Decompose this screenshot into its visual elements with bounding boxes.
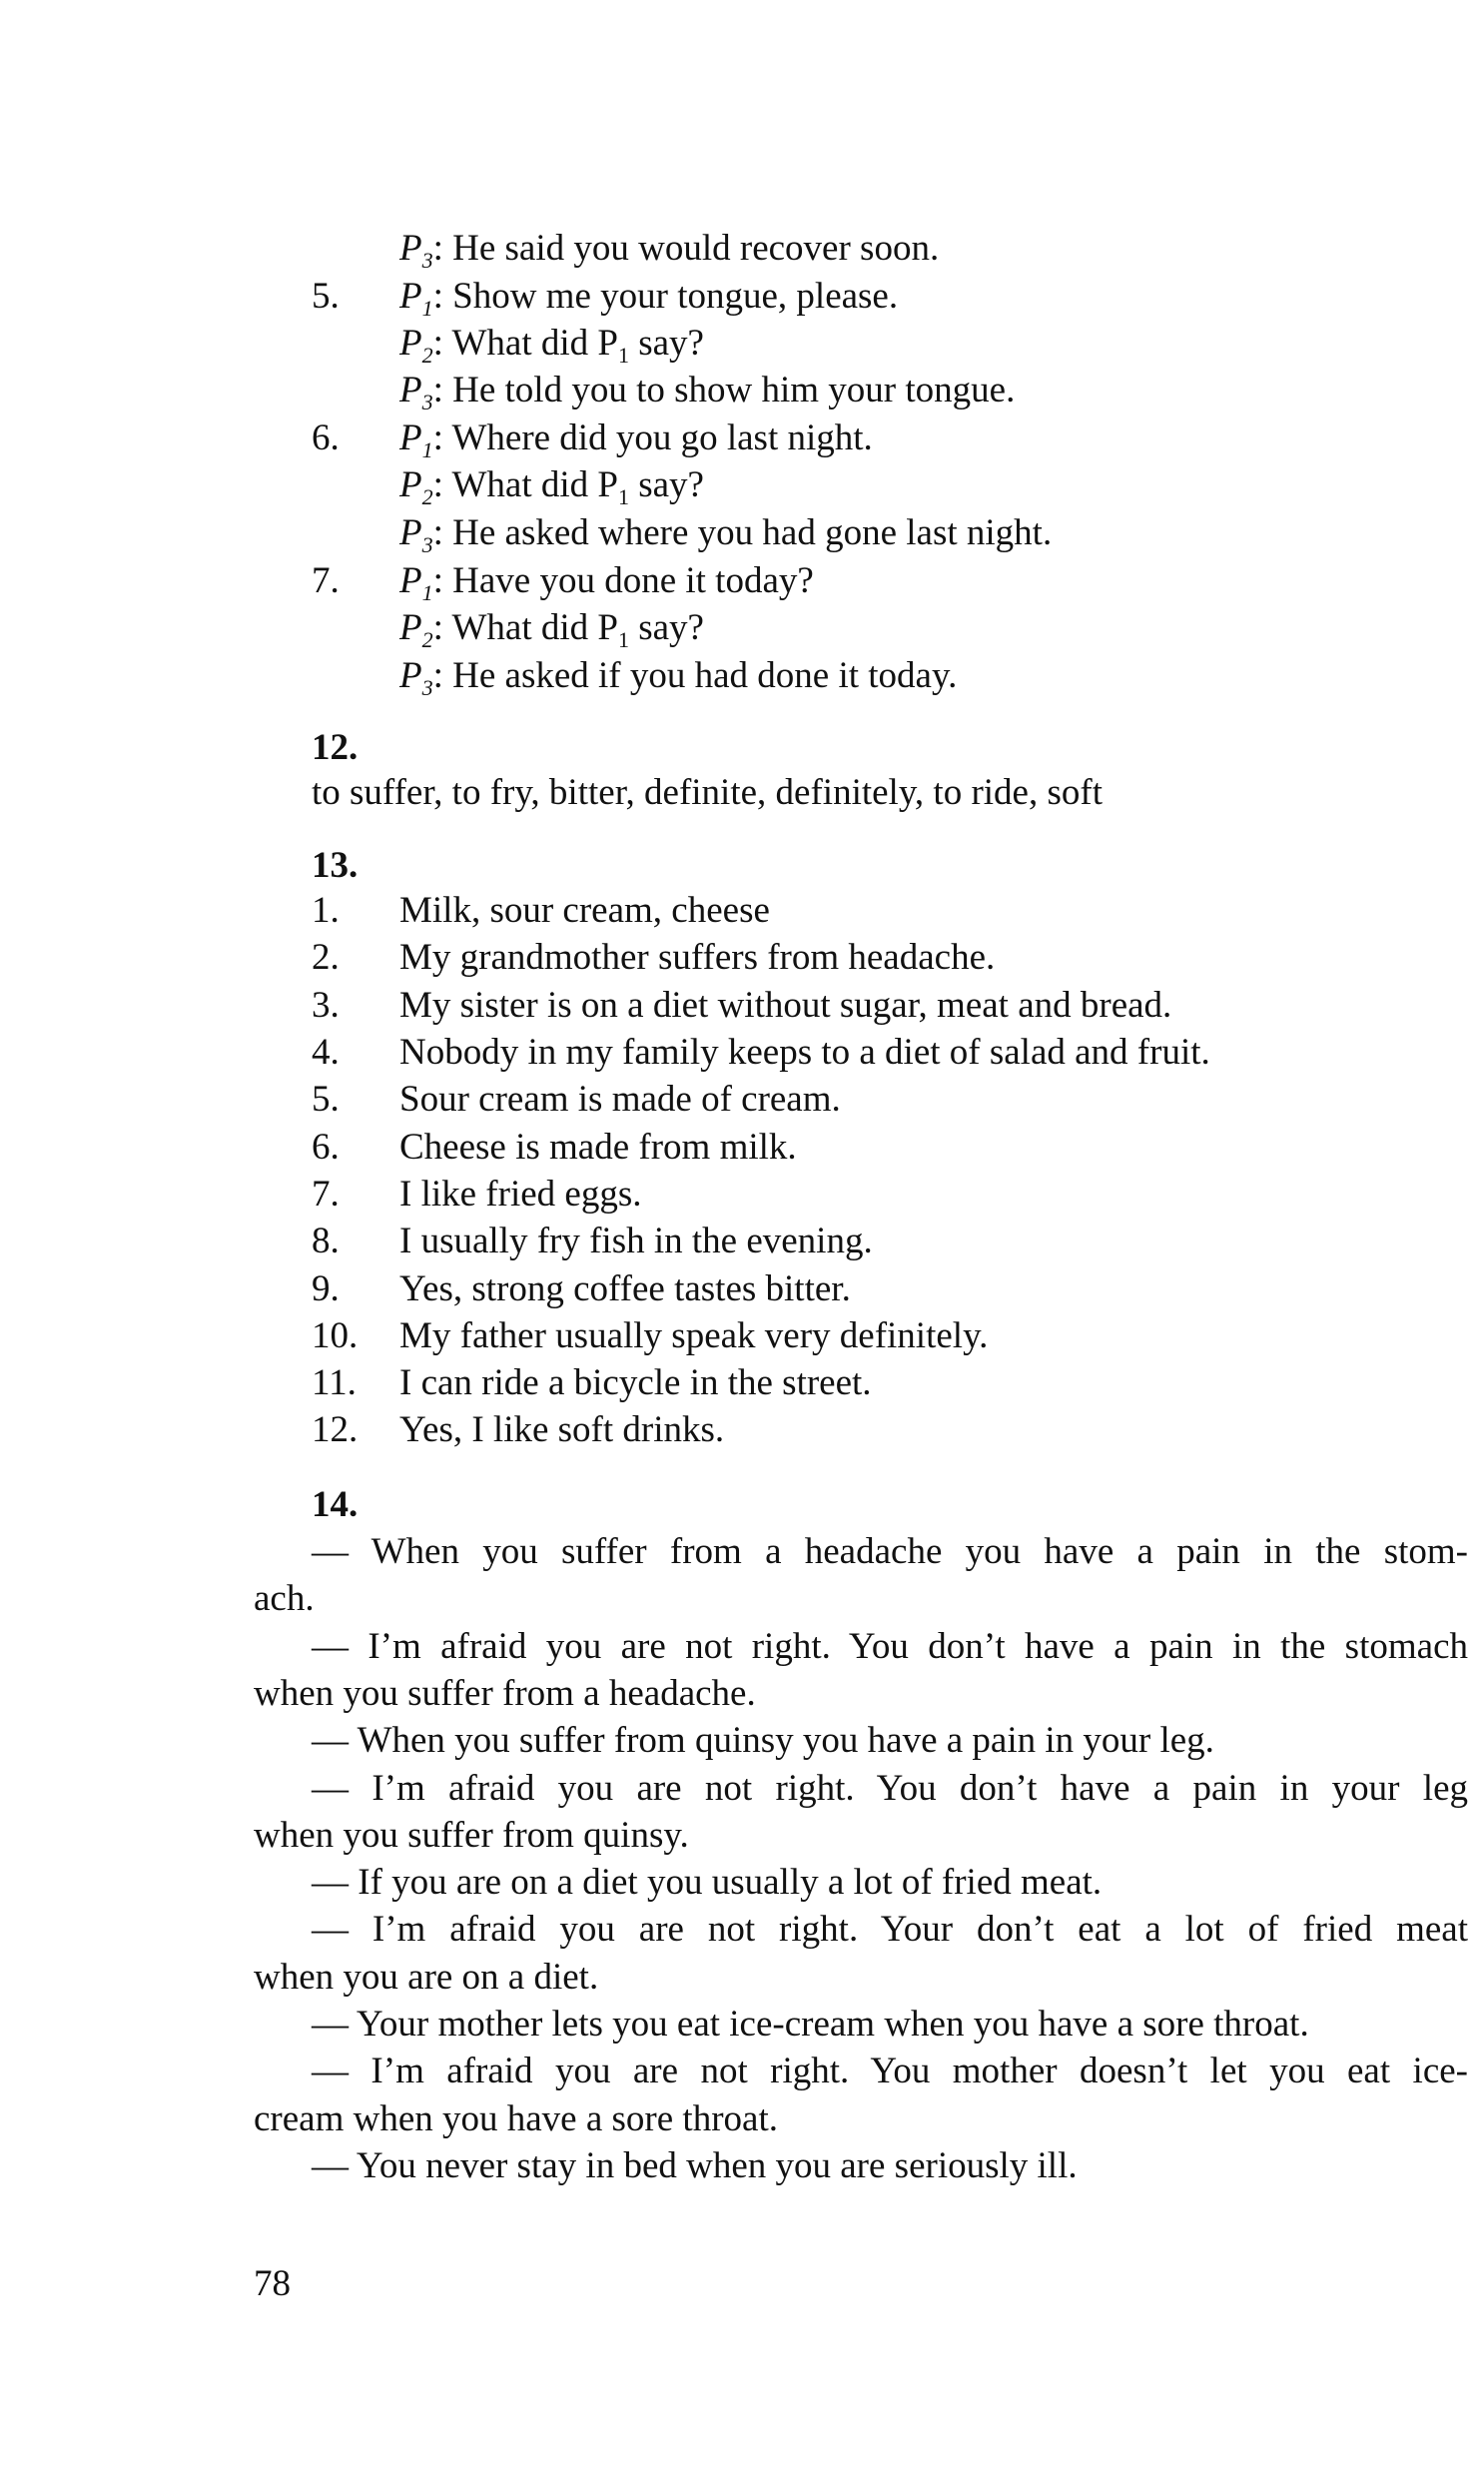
paragraph-line: — If you are on a diet you usually a lot of fried meat.	[312, 1862, 1103, 1903]
dialogue-line	[399, 276, 899, 321]
dialogue-text: : He told you to show him your tongue.	[432, 370, 1016, 411]
dialogue-line	[399, 512, 1053, 557]
paragraph-line: when you suffer from a headache.	[254, 1673, 756, 1714]
dialogue-line	[399, 464, 704, 509]
list-item-number: 3.	[312, 985, 340, 1026]
dialogue-line	[399, 370, 1016, 414]
dialogue-text: say?	[628, 607, 704, 648]
paragraph-line: when you are on a diet.	[254, 1957, 599, 1998]
speaker-label: P	[399, 370, 422, 411]
dialogue-text: : He asked if you had done it today.	[432, 655, 958, 696]
dialogue-text: say?	[628, 464, 704, 505]
paragraph-line: — I’m afraid you are not right. You don’t have a pain in the stomach	[312, 1626, 1468, 1667]
list-item-number: 6.	[312, 1127, 340, 1168]
dialogue-line	[399, 607, 704, 652]
page-number: 78	[254, 2263, 291, 2304]
speaker-label: P	[399, 276, 422, 317]
list-item: I usually fry fish in the evening.	[399, 1221, 873, 1261]
paragraph-line: — I’m afraid you are not right. You don’t have a pain in your leg	[312, 1768, 1468, 1809]
paragraph-line: when you suffer from quinsy.	[254, 1815, 689, 1856]
list-item-number: 4.	[312, 1032, 340, 1073]
speaker-label: P	[399, 512, 422, 553]
dialogue-text: : What did P	[432, 323, 618, 364]
paragraph-line: — I’m afraid you are not right. Your don’t eat a lot of fried meat	[312, 1909, 1468, 1950]
speaker-label: P	[399, 607, 422, 648]
list-item: I can ride a bicycle in the street.	[399, 1362, 872, 1403]
speaker-subscript: 2	[421, 484, 433, 509]
list-item-number: 2.	[312, 937, 340, 978]
list-item: My father usually speak very definitely.	[399, 1315, 989, 1356]
dialogue-text: : Have you done it today?	[432, 560, 814, 601]
dialogue-text: : He asked where you had gone last night.	[432, 512, 1053, 553]
list-item-number: 11.	[312, 1362, 357, 1403]
list-item-number: 1.	[312, 890, 340, 931]
dialogue-line	[399, 655, 958, 700]
speaker-subscript: 3	[421, 532, 433, 557]
list-item: I like fried eggs.	[399, 1174, 642, 1215]
dialogue-line	[399, 560, 814, 605]
paragraph-line: — You never stay in bed when you are seriously ill.	[312, 2145, 1078, 2186]
speaker-label: P	[399, 464, 422, 505]
section-heading-14: 14.	[312, 1484, 359, 1525]
speaker-label: P	[399, 655, 422, 696]
section-12-text: to suffer, to fry, bitter, definite, definitely, to ride, soft	[312, 772, 1103, 813]
list-item-number: 9.	[312, 1268, 340, 1309]
dialogue-number: 5.	[312, 276, 340, 317]
speaker-subscript: 3	[421, 390, 433, 414]
dialogue-text: : Show me your tongue, please.	[432, 276, 899, 317]
dialogue-text: : What did P	[432, 464, 618, 505]
list-item-number: 10.	[312, 1315, 359, 1356]
speaker-subscript: 1	[421, 437, 433, 462]
speaker-subscript: 3	[421, 675, 433, 700]
list-item-number: 5.	[312, 1079, 340, 1120]
dialogue-subscript: 1	[617, 627, 629, 652]
speaker-label: P	[399, 323, 422, 364]
paragraph-line: ach.	[254, 1578, 315, 1619]
paragraph-line: — When you suffer from a headache you have a pain in the stom-	[312, 1531, 1468, 1572]
list-item: Milk, sour cream, cheese	[399, 890, 770, 931]
list-item: Yes, strong coffee tastes bitter.	[399, 1268, 851, 1309]
speaker-subscript: 3	[421, 248, 433, 273]
speaker-subscript: 2	[421, 627, 433, 652]
dialogue-line	[399, 228, 940, 273]
list-item-number: 12.	[312, 1409, 359, 1450]
paragraph-line: — I’m afraid you are not right. You mother doesn’t let you eat ice-	[312, 2051, 1468, 2091]
dialogue-line	[399, 323, 704, 368]
list-item: Sour cream is made of cream.	[399, 1079, 841, 1120]
list-item: Yes, I like soft drinks.	[399, 1409, 725, 1450]
dialogue-line	[399, 417, 873, 462]
paragraph-line: — Your mother lets you eat ice-cream when you have a sore throat.	[312, 2004, 1309, 2045]
list-item: My sister is on a diet without sugar, meat and bread.	[399, 985, 1172, 1026]
paragraph-line: — When you suffer from quinsy you have a pain in your leg.	[312, 1720, 1214, 1761]
list-item: Nobody in my family keeps to a diet of salad and fruit.	[399, 1032, 1210, 1073]
list-item-number: 8.	[312, 1221, 340, 1261]
list-item: Cheese is made from milk.	[399, 1127, 797, 1168]
dialogue-number: 6.	[312, 417, 340, 458]
speaker-subscript: 2	[421, 343, 433, 368]
speaker-subscript: 1	[421, 580, 433, 605]
section-heading-13: 13.	[312, 845, 359, 886]
paragraph-line: cream when you have a sore throat.	[254, 2098, 778, 2139]
dialogue-text: say?	[628, 323, 704, 364]
list-item: My grandmother suffers from headache.	[399, 937, 996, 978]
dialogue-text: : What did P	[432, 607, 618, 648]
section-heading-12: 12.	[312, 727, 359, 768]
dialogue-text: : He said you would recover soon.	[432, 228, 940, 269]
dialogue-number: 7.	[312, 560, 340, 601]
speaker-label: P	[399, 560, 422, 601]
speaker-label: P	[399, 417, 422, 458]
speaker-label: P	[399, 228, 422, 269]
speaker-subscript: 1	[421, 296, 433, 321]
dialogue-subscript: 1	[617, 343, 629, 368]
dialogue-text: : Where did you go last night.	[432, 417, 873, 458]
list-item-number: 7.	[312, 1174, 340, 1215]
dialogue-subscript: 1	[617, 484, 629, 509]
